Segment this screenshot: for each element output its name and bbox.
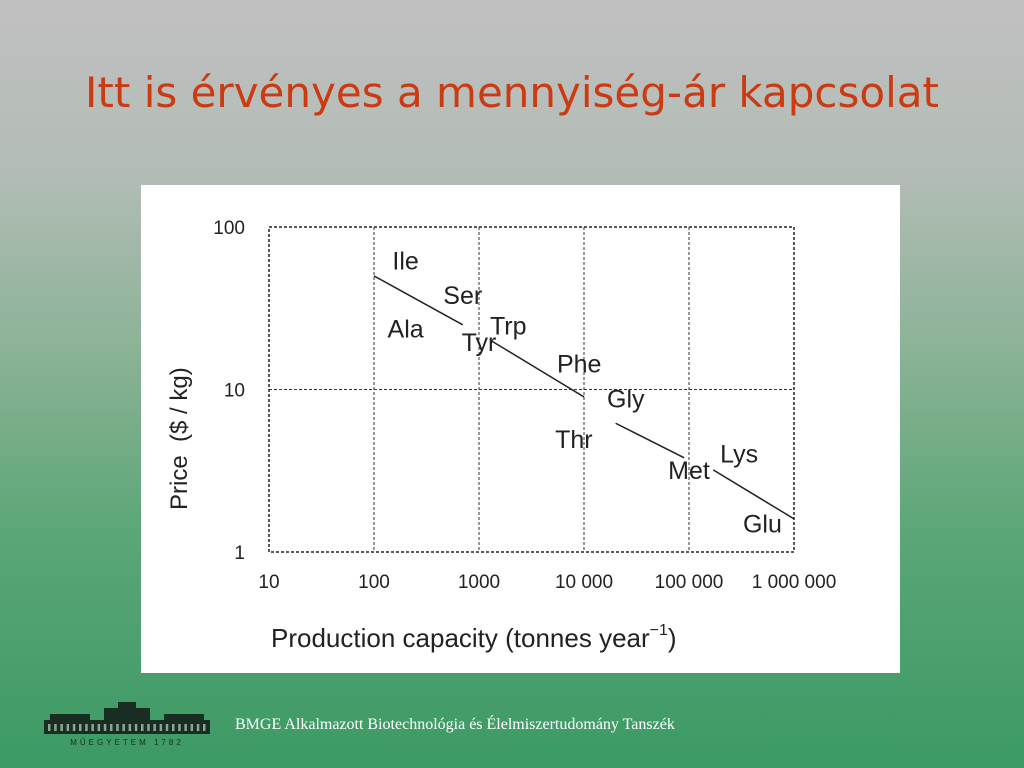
x-axis-label-text: Production capacity (tonnes year <box>271 623 650 653</box>
x-axis-label-exponent: −1 <box>649 622 668 639</box>
amino-acid-label-ile: Ile <box>392 247 419 276</box>
trend-segment <box>616 423 685 458</box>
chart-panel <box>141 185 900 673</box>
chart-grid <box>269 227 794 552</box>
amino-acid-label-thr: Thr <box>555 425 593 454</box>
university-logo <box>42 700 212 748</box>
amino-acid-label-lys: Lys <box>720 440 759 469</box>
y-tick-label: 10 <box>223 380 245 402</box>
amino-acid-label-glu: Glu <box>742 510 782 539</box>
footer-department: BMGE Alkalmazott Biotechnológia és Élelmiszertudomány Tanszék <box>235 716 675 733</box>
amino-acid-label-phe: Phe <box>556 350 602 379</box>
amino-acid-label-trp: Trp <box>489 312 527 341</box>
amino-acid-label-gly: Gly <box>607 385 645 414</box>
price-capacity-chart <box>141 185 900 673</box>
x-tick-label: 10 000 <box>554 572 614 593</box>
slide-title: Itt is érvényes a mennyiség-ár kapcsolat <box>85 68 939 117</box>
amino-acid-labels <box>388 248 782 539</box>
logo-caption: MŰEGYETEM 1782 <box>70 738 184 747</box>
y-tick-label: 1 <box>234 543 245 564</box>
x-tick-label: 100 000 <box>654 572 724 593</box>
amino-acid-label-tyr: Tyr <box>461 328 497 357</box>
amino-acid-label-ser: Ser <box>443 281 483 310</box>
x-tick-label: 100 <box>358 572 390 593</box>
x-axis-label <box>271 622 677 653</box>
amino-acid-label-met: Met <box>668 456 710 485</box>
y-axis-label: Price ($ / kg) <box>166 367 193 510</box>
x-axis-label-close: ) <box>667 623 677 653</box>
amino-acid-label-ala: Ala <box>387 315 424 344</box>
x-tick-label: 10 <box>258 572 280 593</box>
y-tick-label: 100 <box>213 218 245 239</box>
x-tick-label: 1000 <box>457 572 501 593</box>
x-tick-label: 1 000 000 <box>751 572 837 593</box>
